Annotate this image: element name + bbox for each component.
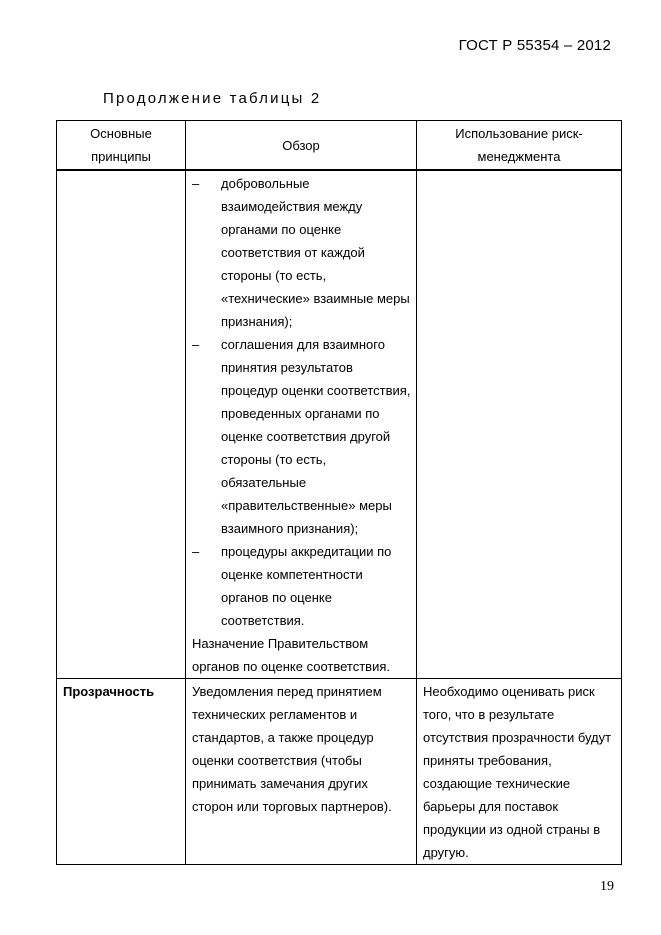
dash-marker: –: [192, 337, 200, 352]
list-item: [192, 172, 411, 333]
column-header-overview: Обзор: [186, 121, 417, 171]
dash-marker: –: [192, 544, 200, 559]
table-row: [57, 170, 622, 679]
overview-cell: [186, 170, 417, 679]
column-header-risk: Использование риск-менеджмента: [417, 121, 622, 171]
overview-cell: Уведомления перед принятием технических регламентов и стандартов, а также процедур оценки соответствия (чтобы принимать замечания других сторон или торговых партнеров).: [186, 679, 417, 865]
list-item: [192, 333, 411, 540]
risk-cell: [417, 170, 622, 679]
column-header-principles: Основные принципы: [57, 121, 186, 171]
list-item-text: добровольные взаимодействия между органами по оценке соответствия от каждой стороны (то есть, «технические» взаимные меры признания);: [221, 176, 410, 329]
list-item: [192, 540, 411, 632]
dash-marker: –: [192, 176, 200, 191]
standard-number: ГОСТ Р 55354 – 2012: [458, 37, 611, 54]
principle-cell: Прозрачность: [57, 679, 186, 865]
risk-cell: Необходимо оценивать риск того, что в результате отсутствия прозрачности будут приняты требования, создающие технические барьеры для поставок продукции из одной страны в другую.: [417, 679, 622, 865]
list-item-text: соглашения для взаимного принятия результатов процедур оценки соответствия, проведенных органами по оценке соответствия другой стороны (то есть, обязательные «правительственные» меры взаимного признания);: [221, 337, 411, 536]
page-number: 19: [600, 879, 614, 894]
table-continuation-caption: Продолжение таблицы 2: [103, 90, 322, 107]
principles-table: [56, 120, 622, 865]
principle-cell: [57, 170, 186, 679]
overview-tail-text: Назначение Правительством органов по оценке соответствия.: [192, 636, 390, 674]
table-header-row: [57, 121, 622, 171]
list-item-text: процедуры аккредитации по оценке компетентности органов по оценке соответствия.: [221, 544, 392, 628]
table-row: [57, 679, 622, 865]
